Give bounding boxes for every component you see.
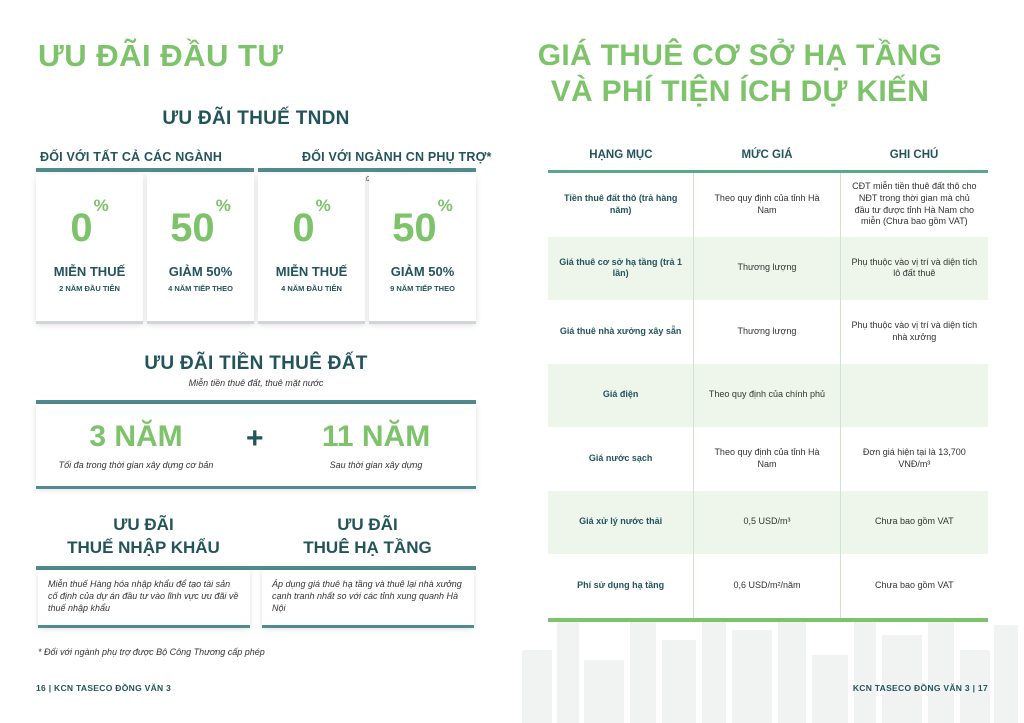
tax-incentive-heading: ƯU ĐÃI THUẾ TNDN	[162, 108, 350, 129]
row-price: Thương lượng	[694, 300, 840, 364]
table-row	[548, 427, 988, 491]
tax-card-sub: 2 NĂM ĐẦU TIÊN	[59, 284, 120, 293]
row-price: Theo quy định của chính phủ	[694, 364, 840, 428]
row-note: Phụ thuộc vào vị trí và diện tích nhà xưởng	[840, 300, 988, 364]
row-note: Đơn giá hiện tại là 13,700 VNĐ/m³	[840, 427, 988, 491]
land-period-after	[296, 422, 456, 470]
row-price: 0,5 USD/m³	[694, 491, 840, 555]
column-header-price: MỨC GIÁ	[694, 140, 840, 172]
row-price: Theo quy định của tỉnh Hà Nam	[694, 172, 840, 237]
table-row	[548, 172, 988, 237]
table-header-row	[548, 140, 988, 172]
tax-card-head: MIỄN THUẾ	[275, 264, 348, 279]
divider-bar	[36, 168, 254, 172]
land-small-caption: Tối đa trong thời gian xây dựng cơ bản	[58, 460, 214, 470]
land-big-value: 11 NĂM	[321, 420, 431, 453]
tax-cards	[36, 174, 476, 324]
row-price: Theo quy định của tỉnh Hà Nam	[694, 427, 840, 491]
table-row	[548, 364, 988, 428]
row-item: Giá xử lý nước thải	[548, 491, 694, 555]
percent-value: 0%	[70, 195, 109, 250]
percent-value: 50%	[392, 195, 453, 250]
row-item: Giá thuê cơ sở hạ tầng (trả 1 lần)	[548, 237, 694, 301]
table-row	[548, 554, 988, 620]
import-tax-text: Miễn thuế Hàng hóa nhập khẩu để tạo tài sản cố định của dự án đầu tư vào lĩnh vực ưu đãi về thuế nhập khẩu	[38, 570, 250, 628]
table-row	[548, 491, 988, 555]
percent-value: 0%	[292, 195, 331, 250]
land-big-value: 3 NĂM	[89, 420, 183, 453]
column-header-note: GHI CHÚ	[840, 140, 988, 172]
percent-value: 50%	[170, 195, 231, 250]
land-period-construction	[56, 422, 216, 470]
pricing-table	[548, 140, 988, 622]
import-tax-title: ƯU ĐÃI THUẾ NHẬP KHẨU	[67, 515, 220, 557]
tax-card	[147, 174, 254, 324]
row-price: 0,6 USD/m²/năm	[694, 554, 840, 620]
row-note: Chưa bao gồm VAT	[840, 554, 988, 620]
table-row	[548, 300, 988, 364]
tax-card	[258, 174, 365, 324]
land-small-caption: Sau thời gian xây dựng	[329, 460, 423, 470]
page-title-rental-prices: GIÁ THUÊ CƠ SỞ HẠ TẦNG VÀ PHÍ TIỆN ÍCH DỰ KIẾN	[537, 39, 943, 108]
tax-card-sub: 4 NĂM TIẾP THEO	[168, 284, 233, 293]
page-footer-right: KCN TASECO ĐỒNG VĂN 3 | 17	[852, 683, 988, 693]
row-note: Phụ thuộc vào vị trí và diện tích lô đất thuê	[840, 237, 988, 301]
row-note: Chưa bao gồm VAT	[840, 491, 988, 555]
footnote: * Đối với ngành phụ trợ được Bộ Công Thương cấp phép	[38, 647, 265, 657]
land-incentive-subheading: Miễn tiền thuê đất, thuê mặt nước	[188, 378, 324, 388]
infrastructure-title: ƯU ĐÃI THUÊ HẠ TẦNG	[303, 515, 432, 557]
infrastructure-text: Áp dụng giá thuê hạ tầng và thuê lại nhà xưởng cạnh tranh nhất so với các tỉnh xung quanh Hà Nội	[262, 570, 474, 628]
plus-icon: +	[246, 422, 264, 455]
page-title-investment-incentives: ƯU ĐÃI ĐẦU TƯ	[38, 38, 284, 73]
land-incentive-box	[36, 404, 476, 489]
tax-card-sub: 4 NĂM ĐẦU TIÊN	[281, 284, 342, 293]
table-row	[548, 237, 988, 301]
tax-card-head: GIẢM 50%	[390, 264, 455, 279]
land-incentive-heading: ƯU ĐÃI TIỀN THUÊ ĐẤT	[144, 353, 368, 374]
row-item: Phí sử dụng hạ tầng	[548, 554, 694, 620]
row-item: Giá thuê nhà xưởng xây sẵn	[548, 300, 694, 364]
page-footer-left: 16 | KCN TASECO ĐỒNG VĂN 3	[36, 683, 172, 693]
row-item: Giá nước sạch	[548, 427, 694, 491]
row-item: Giá điện	[548, 364, 694, 428]
row-price: Thương lượng	[694, 237, 840, 301]
column-header-item: HẠNG MỤC	[548, 140, 694, 172]
divider-bar	[258, 168, 476, 172]
row-note: CĐT miễn tiền thuê đất thô cho NĐT trong thời gian mà chủ đầu tư được tỉnh Hà Nam cho miễn (Chưa bao gồm VAT)	[840, 172, 988, 237]
tax-card	[369, 174, 476, 324]
tax-card-head: MIỄN THUẾ	[53, 264, 126, 279]
tax-card-head: GIẢM 50%	[168, 264, 233, 279]
group-label-supporting-industries: ĐỐI VỚI NGÀNH CN PHỤ TRỢ*	[302, 150, 492, 164]
tax-card	[36, 174, 143, 324]
group-label-all-industries: ĐỐI VỚI TẤT CẢ CÁC NGÀNH	[40, 150, 223, 164]
row-item: Tiền thuê đất thô (trả hàng năm)	[548, 172, 694, 237]
tax-card-sub: 9 NĂM TIẾP THEO	[390, 284, 455, 293]
row-note	[840, 364, 988, 428]
